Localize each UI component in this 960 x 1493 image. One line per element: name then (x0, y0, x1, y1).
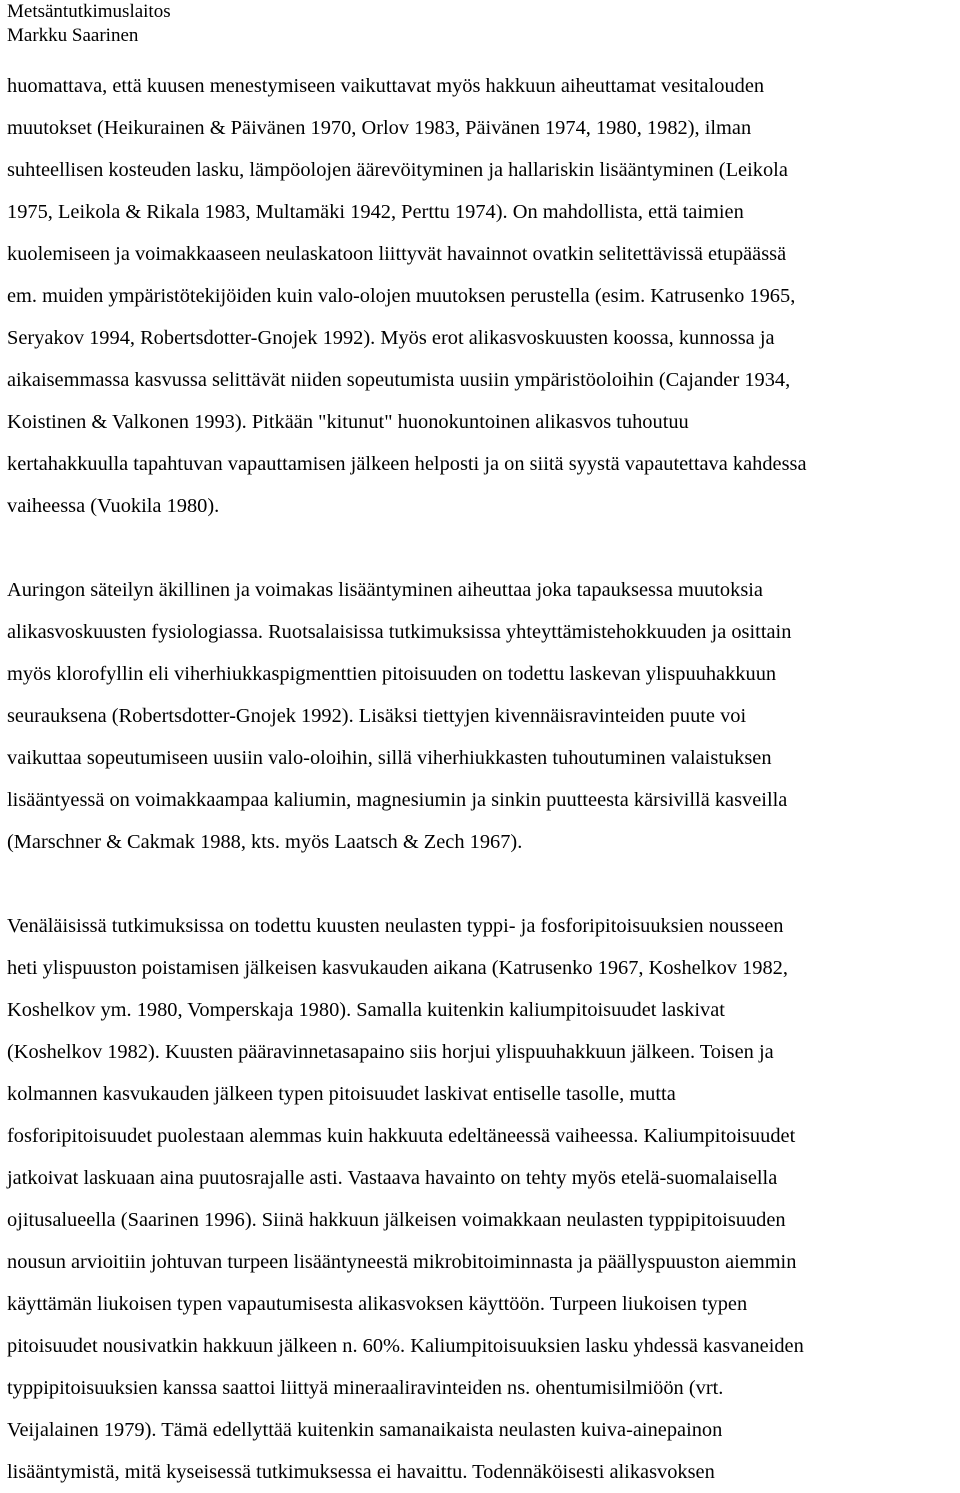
text-line: lisääntymistä, mitä kyseisessä tutkimuksessa ei havaittu. Todennäköisesti alikasvoksen (7, 1461, 715, 1483)
text-line: (Koshelkov 1982). Kuusten pääravinnetasapaino siis horjui ylispuuhakkuun jälkeen. Toisen ja (7, 1041, 774, 1063)
text-line: vaiheessa (Vuokila 1980). (7, 495, 220, 517)
text-line: Venäläisissä tutkimuksissa on todettu kuusten neulasten typpi- ja fosforipitoisuuksien nousseen (7, 915, 784, 937)
text-line: 1975, Leikola & Rikala 1983, Multamäki 1942, Perttu 1974). On mahdollista, että taimien (7, 201, 744, 223)
text-line: huomattava, että kuusen menestymiseen vaikuttavat myös hakkuun aiheuttamat vesitalouden (7, 75, 765, 97)
text-line: Veijalainen 1979). Tämä edellyttää kuitenkin samanaikaista neulasten kuiva-ainepainon (7, 1419, 723, 1441)
text-line: Auringon säteilyn äkillinen ja voimakas lisääntyminen aiheuttaa joka tapauksessa muutoksia (7, 579, 763, 601)
text-line: ojitusalueella (Saarinen 1996). Siinä hakkuun jälkeisen voimakkaan neulasten typpipitoisuuden (7, 1209, 786, 1231)
text-line: jatkoivat laskuaan aina puutosrajalle asti. Vastaava havainto on tehty myös etelä-suomalaisella (7, 1167, 778, 1189)
text-line: suhteellisen kosteuden lasku, lämpöolojen äärevöityminen ja hallariskin lisääntyminen (Leikola (7, 159, 788, 181)
paragraph-spacer (7, 863, 952, 905)
text-line: kolmannen kasvukauden jälkeen typen pitoisuudet laskivat entiselle tasolle, mutta (7, 1083, 676, 1105)
text-line: em. muiden ympäristötekijöiden kuin valo-olojen muutoksen perustella (esim. Katrusenko 1965, (7, 285, 796, 307)
text-line: kuolemiseen ja voimakkaaseen neulaskatoon liittyvät havainnot ovatkin selitettävissä etupäässä (7, 243, 787, 265)
text-line: alikasvoskuusten fysiologiassa. Ruotsalaisissa tutkimuksissa yhteyttämistehokkuuden ja osittain (7, 621, 792, 643)
text-line: typpipitoisuuksien kanssa saattoi liittyä mineraaliravinteiden ns. ohentumisilmiöön (vrt. (7, 1377, 724, 1399)
text-line: aikaisemmassa kasvussa selittävät niiden sopeutumista uusiin ympäristöoloihin (Cajander 1934, (7, 369, 791, 391)
paragraph-2 (7, 569, 952, 863)
text-line: Koshelkov ym. 1980, Vomperskaja 1980). Samalla kuitenkin kaliumpitoisuudet laskivat (7, 999, 725, 1021)
text-line: Koistinen & Valkonen 1993). Pitkään "kitunut" huonokuntoinen alikasvos tuhoutuu (7, 411, 689, 433)
author-name: Markku Saarinen (7, 25, 139, 46)
paragraph-3 (7, 905, 952, 1493)
text-line: fosforipitoisuudet puolestaan alemmas kuin hakkuuta edeltäneessä vaiheessa. Kaliumpitoisuudet (7, 1125, 796, 1147)
text-line: vaikuttaa sopeutumiseen uusiin valo-oloihin, sillä viherhiukkasten tuhoutuminen valaistuksen (7, 747, 772, 769)
text-line: myös klorofyllin eli viherhiukkaspigmenttien pitoisuuden on todettu laskevan ylispuuhakkuun (7, 663, 777, 685)
text-line: kertahakkuulla tapahtuvan vapauttamisen jälkeen helposti ja on siitä syystä vapautettava kahdessa (7, 453, 807, 475)
page-header (7, 0, 171, 48)
institution-name: Metsäntutkimuslaitos (7, 1, 171, 22)
text-line: nousun arvioitiin johtuvan turpeen lisääntyneestä mikrobitoiminnasta ja päällyspuuston aiemmin (7, 1251, 797, 1273)
text-line: heti ylispuuston poistamisen jälkeisen kasvukauden aikana (Katrusenko 1967, Koshelkov 1982, (7, 957, 788, 979)
text-line: seurauksena (Robertsdotter-Gnojek 1992). Lisäksi tiettyjen kivennäisravinteiden puute voi (7, 705, 747, 727)
text-line: pitoisuudet nousivatkin hakkuun jälkeen n. 60%. Kaliumpitoisuuksien lasku yhdessä kasvaneiden (7, 1335, 804, 1357)
text-line: muutokset (Heikurainen & Päivänen 1970, Orlov 1983, Päivänen 1974, 1980, 1982), ilman (7, 117, 752, 139)
paragraph-1 (7, 65, 952, 527)
document-body (7, 65, 952, 1493)
text-line: Seryakov 1994, Robertsdotter-Gnojek 1992). Myös erot alikasvoskuusten koossa, kunnossa ja (7, 327, 775, 349)
text-line: lisääntyessä on voimakkaampaa kaliumin, magnesiumin ja sinkin puutteesta kärsivillä kasveilla (7, 789, 788, 811)
paragraph-spacer (7, 527, 952, 569)
text-line: käyttämän liukoisen typen vapautumisesta alikasvoksen käyttöön. Turpeen liukoisen typen (7, 1293, 748, 1315)
text-line: (Marschner & Cakmak 1988, kts. myös Laatsch & Zech 1967). (7, 831, 523, 853)
